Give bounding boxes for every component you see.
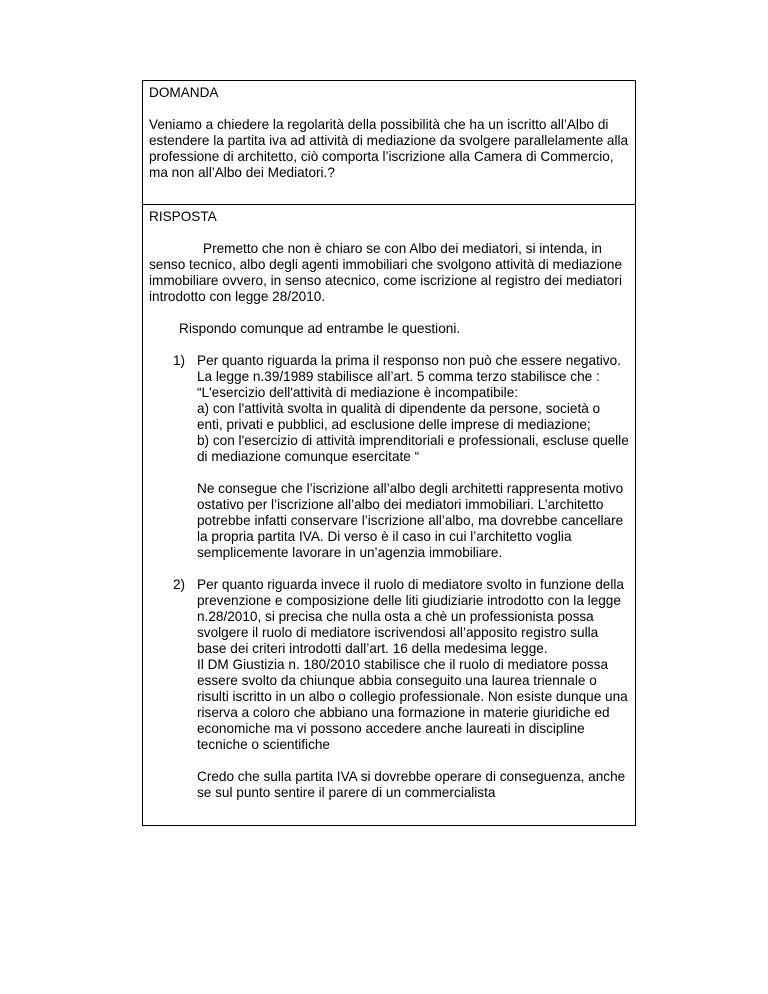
list-text: Per quanto riguarda la prima il responso non può che essere negativo. La legge n.39/1989 stabilisce all’art. 5 comma terzo stabilisce che : “L'esercizio dell'attività di mediazione è incompatibile: bbox=[197, 353, 621, 400]
question-text: Veniamo a chiedere la regolarità della possibilità che ha un iscritto all’Albo di estendere la partita iva ad attività di mediazione da svolgere parallelamente alla professione di architetto, ciò comporta l’iscrizione alla Camera di Commercio, ma non all’Albo dei Mediatori.? bbox=[149, 117, 629, 180]
answer-cell bbox=[143, 205, 635, 825]
list-point-b: b) con l'esercizio di attività imprenditoriali e professionali, escluse quelle di mediazione comunque esercitate “ bbox=[197, 433, 629, 464]
answer-intro: Premetto che non è chiaro se con Albo dei mediatori, si intenda, in senso tecnico, albo degli agenti immobiliari che svolgono attività di mediazione immobiliare ovvero, in senso atecnico, come iscrizione al registro dei mediatori introdotto con legge 28/2010. bbox=[149, 241, 623, 304]
answer-heading: RISPOSTA bbox=[149, 209, 217, 224]
qa-table bbox=[142, 80, 636, 826]
list-follow-2: Credo che sulla partita IVA si dovrebbe operare di conseguenza, anche se sul punto sentire il parere di un commercialista bbox=[197, 769, 626, 800]
question-cell bbox=[143, 81, 635, 205]
list-item-2 bbox=[149, 577, 629, 753]
list-point-a: a) con l'attività svolta in qualità di dipendente da persone, società o enti, privati e pubblici, ad esclusione delle imprese di mediazione; bbox=[197, 401, 601, 432]
list-body bbox=[197, 577, 629, 753]
list-number: 2) bbox=[173, 577, 186, 592]
list-follow-1: Ne consegue che l’iscrizione all’albo degli architetti rappresenta motivo ostativo per l’iscrizione all’albo dei mediatori immobiliari. L’architetto potrebbe infatti conservare l’iscrizione all’albo, ma dovrebbe cancellare la propria partita IVA. Di verso è il caso in cui l’architetto voglia semplicemente lavorare in un’agenzia immobiliare. bbox=[197, 481, 624, 560]
list-text-2: Il DM Giustizia n. 180/2010 stabilisce che il ruolo di mediatore possa essere svolto da chiunque abbia conseguito una laurea triennale o risulti iscritto in un albo o collegio professionale. Non esiste dunque una riserva a coloro che abbiano una formazione in materie giuridiche ed economiche ma vi possono accedere anche laureati in discipline tecniche o scientifiche bbox=[197, 657, 628, 752]
list-text: Per quanto riguarda invece il ruolo di mediatore svolto in funzione della prevenzione e composizione delle liti giudiziarie introdotto con la legge n.28/2010, si precisa che nulla osta a chè un professionista possa svolgere il ruolo di mediatore iscrivendosi all’apposito registro sulla base dei criteri introdotti dall’art. 16 della medesima legge. bbox=[197, 577, 624, 656]
question-heading: DOMANDA bbox=[149, 85, 219, 100]
answer-reply: Rispondo comunque ad entrambe le questioni. bbox=[179, 321, 461, 336]
list-body bbox=[197, 353, 629, 465]
list-item-1 bbox=[149, 353, 629, 465]
list-number: 1) bbox=[173, 353, 186, 368]
